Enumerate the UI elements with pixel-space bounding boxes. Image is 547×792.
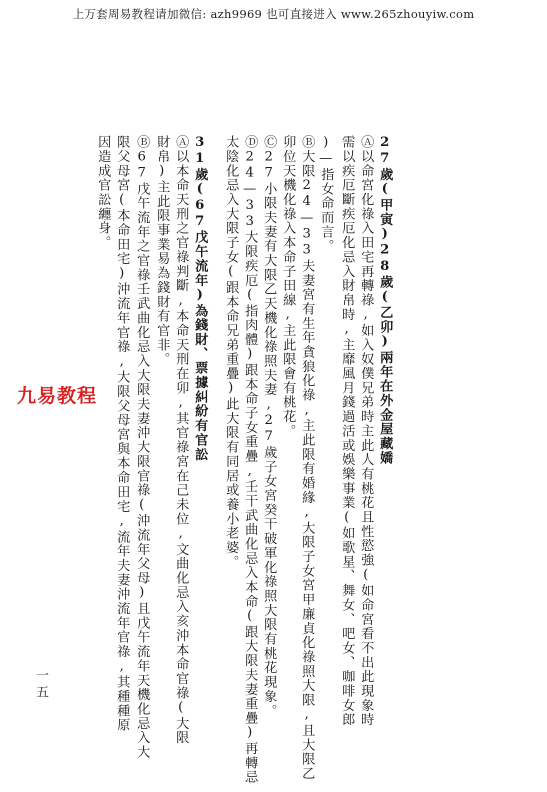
text-column: 財帛)主此限事業易為錢財有官非。 <box>154 135 170 367</box>
text-column: Ⓓ24—33大限疾厄(指肉體)跟本命子女重疊,壬干武曲化忌入本命(跟大限夫妻重疊)再轉忌 <box>242 135 258 785</box>
text-column: 因造成官訟纏身。 <box>95 135 111 250</box>
text-column: Ⓑ67戊午流年之官祿壬武曲化忌入大限夫妻沖大限官祿(沖流年父母)且戊午流年天機化忌入大 <box>134 135 150 760</box>
text-column: 限父母宮(本命田宅)沖流年官祿,大限父母宮與本命田宅,流年夫妻沖流年官祿,其種種原 <box>114 135 130 733</box>
text-column: Ⓒ27小限夫妻有大限乙天機化祿照夫妻,27歲子女宮癸干破軍化祿照大限有桃花現象。 <box>261 135 277 718</box>
text-column: )—指女命而言。 <box>318 135 334 254</box>
text-column: Ⓑ大限24—33夫妻宮有生年貪狼化祿,主此限有婚緣,大限子女宮甲廉貞化祿照大限,且大限乙 <box>299 135 315 781</box>
page-number: 一五 <box>33 668 48 702</box>
page-header-banner: 上万套周易教程请加微信: azh9969 也可直接进入 www.265zhouyiw.com <box>72 7 475 21</box>
text-column: Ⓐ以命宮化祿入田宅再轉祿,如入奴僕兄弟時主此人有桃花且性慾強(如命宮看不出此現象時 <box>358 135 374 727</box>
section-heading: 27歲(甲寅)28歲(乙卯)兩年在外金屋藏嬌 <box>377 135 393 466</box>
text-column: 太陰化忌入大限子女(跟本命兄弟重疊)此大限有同居或養小老婆。 <box>223 135 239 570</box>
section-heading: 31歲(67戊午流年)為錢財、票據糾紛有官訟 <box>192 135 208 462</box>
text-column: 卯位天機化祿入本命子田線,主此限會有桃花。 <box>280 135 296 439</box>
watermark-logo: 九易教程 <box>17 385 98 407</box>
text-column: Ⓐ以本命天刑之官祿判斷,本命天刑在卯,其官祿宮在己未位,文曲化忌入亥沖本命官祿(大限 <box>173 135 189 745</box>
text-column: 需以疾厄斷疾厄化忌入財帛時,主靡風月錢過活或娛樂事業(如歌星、舞女、吧女、咖啡女郎 <box>339 135 355 727</box>
